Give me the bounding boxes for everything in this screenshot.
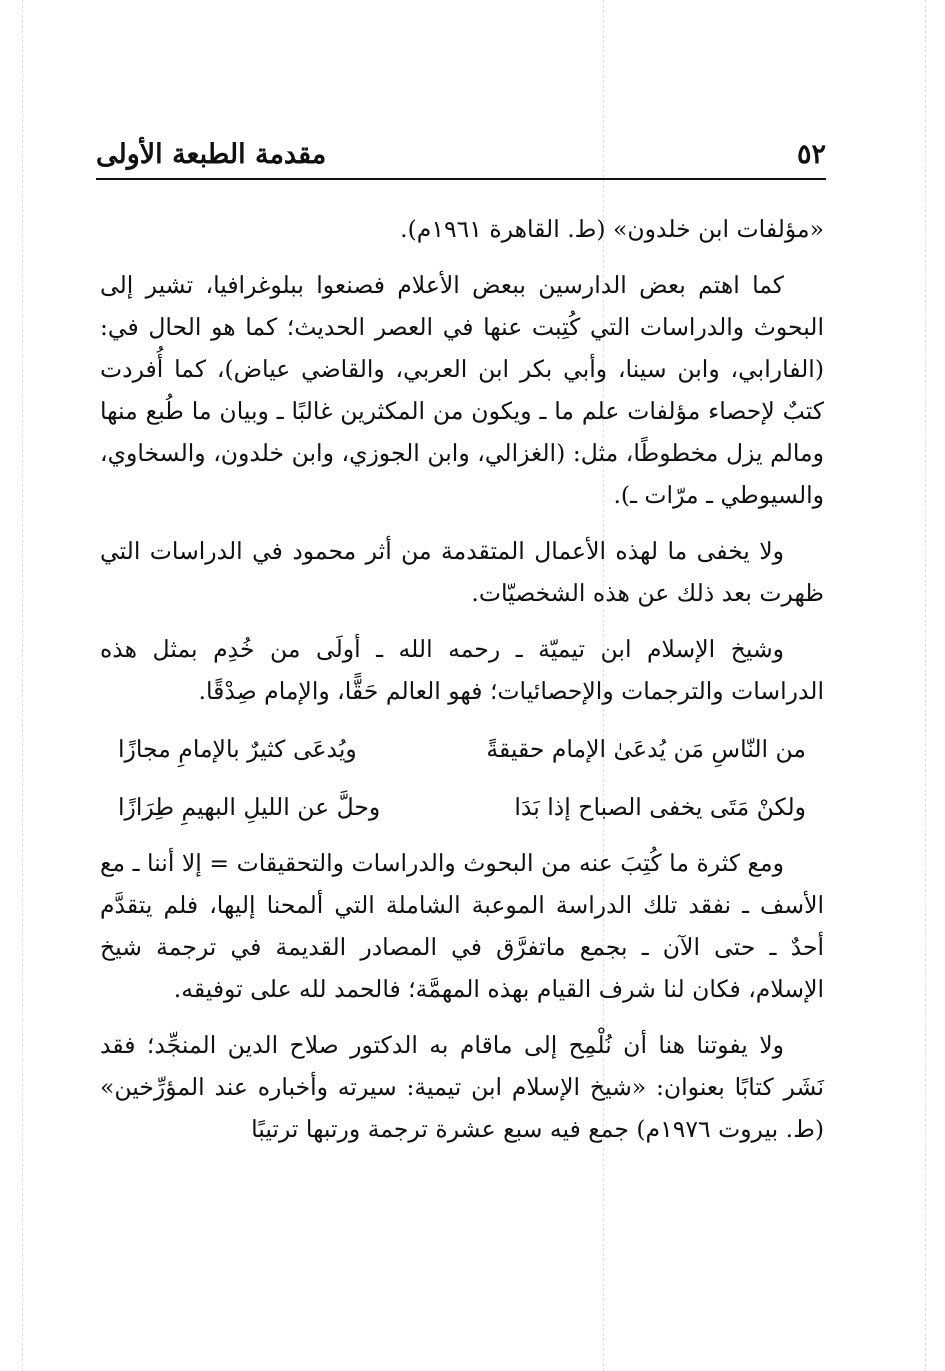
paragraph-ibn-taymiyya: وشيخ الإسلام ابن تيميّة ـ رحمه الله ـ أولَى من خُدِم بمثل هذه الدراسات والترجمات والإحصائيات؛ فهو العالم حَقًّا، والإمام صِدْقًا.	[100, 635, 824, 705]
paragraph-bibliographies: كما اهتم بعض الدارسين ببعض الأعلام فصنعوا ببلوغرافيا، تشير إلى البحوث والدراسات التي كُتِبت عنها في العصر الحديث؛ كما هو الحال في: (الفارابي، وابن سينا، وأبي بكر ابن العربي، والقاضي عياض)، كما أُفردت كتبٌ لإحصاء مؤلفات علم ما ـ ويكون من المكثرين غالبًا ـ وبيان ما طُبع منها ومالم يزل مخطوطًا، مثل: (الغزالي، وابن الجوزي، وابن خلدون، والسخاوي، والسيوطي ـ مرّات ـ).	[100, 271, 824, 509]
running-title: مقدمة الطبعة الأولى	[96, 139, 327, 170]
paragraph-munajjid: ولا يفوتنا هنا أن نُلْمِح إلى ماقام به الدكتور صلاح الدين المنجِّد؛ فقد نَشَر كتابًا بعنوان: «شيخ الإسلام ابن تيمية: سيرته وأخباره عند المؤرِّخين» (ط. بيروت ١٩٧٦م) جمع فيه سبع عشرة ترجمة ورتبها ترتيبًا	[100, 1031, 824, 1143]
body-text	[100, 208, 824, 1164]
poem-verse	[118, 726, 806, 772]
scan-guide-line	[925, 0, 926, 1371]
paragraph-citation-continuation: «مؤلفات ابن خلدون» (ط. القاهرة ١٩٦١م).	[400, 215, 824, 243]
page-number: ٥٢	[796, 139, 826, 170]
header-rule	[96, 178, 826, 180]
verse-first-hemistich: من النّاسِ مَن يُدعَىٰ الإمام حقيقةً	[486, 735, 806, 763]
verse-second-hemistich: وحلَّ عن الليلِ البهيمِ طِرَازًا	[118, 793, 381, 821]
page-header	[96, 135, 826, 177]
poem-verse	[118, 784, 806, 830]
verse-first-hemistich: ولكنْ مَتَى يخفى الصباح إذا بَدَا	[514, 793, 806, 821]
paragraph-gap-in-studies: ومع كثرة ما كُتِبَ عنه من البحوث والدراسات والتحقيقات = إلا أننا ـ مع الأسف ـ نفقد تلك الدراسة الموعبة الشاملة التي ألمحنا إليها، فلم يتقدَّم أحدٌ ـ حتى الآن ـ بجمع ماتفرَّق في المصادر القديمة في ترجمة شيخ الإسلام، فكان لنا شرف القيام بهذه المهمَّة؛ فالحمد لله على توفيقه.	[100, 849, 824, 1003]
verse-second-hemistich: ويُدعَى كثيرٌ بالإمامِ مجازًا	[118, 735, 357, 763]
scan-guide-line	[22, 0, 23, 1371]
paragraph-impact: ولا يخفى ما لهذه الأعمال المتقدمة من أثر محمود في الدراسات التي ظهرت بعد ذلك عن هذه الشخصيّات.	[100, 537, 824, 607]
